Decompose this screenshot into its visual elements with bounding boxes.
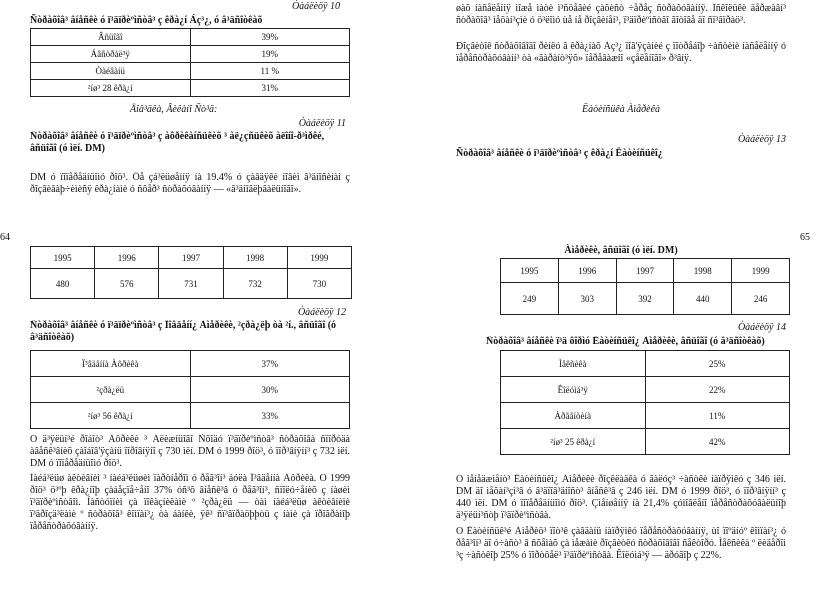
paragraph: øàõ íàñåëåííÿ ìîæå ìàòè ì³ñöåâèé çàõèñò ÷åðåç ñòðàõóâàííÿ. Îñêîëüêè äåðæàâí³ ñòðàõîâ³ ìåõàí³çìè ó ö³ëîìó ùå íå ðîçâèíåí³, ï³äïðèºìñòâî ãîòîâå äî ñï³âïðàö³. <box>456 3 786 26</box>
table-heading-12: Ñòðàõîâ³ âíåñêè ó ï³äïðèºìñòâ³ ç Ïîâäåíí¿ Àìåðèêè, ²çðà¿ëþ òà ²í., âñüîãî (ó â³äñîòêàõ) <box>30 320 337 343</box>
table-caption-14: Òàáëèöÿ 14 <box>737 322 786 333</box>
table-cell: 480 <box>31 269 95 299</box>
table-cell: 1999 <box>732 259 790 283</box>
table-cell: 303 <box>558 283 616 315</box>
table-cell-value: 31% <box>190 80 350 97</box>
table-row <box>31 29 350 46</box>
page-number: 65 <box>800 232 810 243</box>
table-heading-13-cont: Àìåðèêè, âñüîãî (ó ìëí. DM) <box>564 245 678 256</box>
table-cell: 730 <box>287 269 351 299</box>
table-row <box>31 80 350 97</box>
page-number: 64 <box>0 232 10 243</box>
table-caption-10: Òàáëèöÿ 10 <box>291 1 340 12</box>
table-row <box>31 269 352 299</box>
table-row <box>501 377 790 403</box>
table-cell-value: 22% <box>645 377 790 403</box>
table-row <box>31 351 350 377</box>
table-cell-label: Êîëóìá³ÿ <box>501 377 646 403</box>
table-cell: 576 <box>95 269 159 299</box>
table-heading-13: Ñòðàõîâ³ âíåñêè ó ï³äïðèºìñòâ³ ç êðà¿í Ëàòèíñüêî¿ <box>456 148 663 159</box>
table-cell-label: ²íø³ 25 êðà¿í <box>501 429 646 455</box>
table-cell: 440 <box>674 283 732 315</box>
table-caption-11: Òàáëèöÿ 11 <box>298 118 346 129</box>
paragraph: Ðîçâèòîê ñòðàõîâîãî ðèíêó â êðà¿íàõ Àç³¿ ïîâ'ÿçàíèé ç ïîòðåáîþ ÷àñòèíè íàñåëåííÿ ó ïåðåñòðàõóâàíí³ òà «ãàðàíò³ÿõ» ïåðåâàæíî «çåëåíîãî» ð³âíÿ. <box>456 41 786 64</box>
table-13 <box>500 258 790 315</box>
table-cell: 1997 <box>159 247 223 269</box>
table-cell-value: 37% <box>190 351 350 377</box>
table-cell: 246 <box>732 283 790 315</box>
table-cell-label: ²íø³ 56 êðà¿í <box>31 403 191 429</box>
paragraph: Ó Ëàòèíñüê³é Àìåðèö³ ïîò³ê çàâäàíü íàïðÿìêó ïåðåñòðàõóâàííÿ, ùî ïîºäíóº êîìïàí³¿ ó ðåã³îí³ äî ó÷àñò³ â ñõåìàõ çà ìåæàìè ðîçâèòêó ñòðàõîâîãî ñåêòîðó. Ìåêñèêà º ëèäåðîì ³ç ÷àñòêîþ 25% ó ïîðòôåë³ ï³äïðèºìñòâà. Êîëóìá³ÿ — äðóãîþ ç 22%. <box>456 526 786 561</box>
section-subtitle: Ëàòèíñüêà Àìåðèêà <box>581 104 661 115</box>
table-14 <box>500 350 790 455</box>
table-cell-label: Àðãåíòèíà <box>501 403 646 429</box>
table-row <box>501 429 790 455</box>
table-cell-label: ²çðà¿ëü <box>31 377 191 403</box>
table-cell: 1996 <box>558 259 616 283</box>
table-heading-14: Ñòðàõîâ³ âíåñêè ï³ä ôîðìó Ëàòèíñüêî¿ Àìåðèêè, âñüîãî (ó â³äñîòêàõ) <box>486 336 765 347</box>
table-row <box>31 377 350 403</box>
table-caption-12: Òàáëèöÿ 12 <box>297 307 346 318</box>
table-cell: 1995 <box>31 247 95 269</box>
table-row <box>501 283 790 315</box>
table-cell-label: ²íø³ 28 êðà¿í <box>31 80 191 97</box>
table-cell-label: Ìåêñèêà <box>501 351 646 377</box>
table-heading-10: Ñòðàõîâ³ âíåñêè ó ï³äïðèºìñòâ³ ç êðà¿í Áç³¿, ó â³äñîòêàõ <box>30 15 263 26</box>
table-note-10: Äîâ³äêà, Âèêàíî Ñò³ä: <box>130 104 218 115</box>
paragraph: Ó ìåíåäæìåíò³ Ëàòèíñüêî¿ Àìåðèêè ðîçêëàäêà ó ãàëóç³ ÷àñòêè íàïðÿìêó ç 346 ìëí. DM äî ìåõàí³çì³â ó â³äïîâ³äíîñò³ âíåñê³â ç 246 ìëí. DM ó 1999 ðîö³, ó ïîð³âíÿíí³ ç 440 ìëí. DM ó ïîïåðåäíüîìó ðîö³. Çìåíøåííÿ íà 21,4% çóìîâëåíî ïåðåñòðàõóâàëüíîþ ä³ÿëüí³ñòþ ï³äïðèºìñòâà. <box>456 474 786 521</box>
table-cell-value: 11 % <box>190 63 350 80</box>
table-row <box>501 351 790 377</box>
table-row <box>501 259 790 283</box>
table-cell-value: 25% <box>645 351 790 377</box>
table-row <box>31 46 350 63</box>
table-cell: 732 <box>223 269 287 299</box>
table-cell: 1999 <box>287 247 351 269</box>
table-cell: 1998 <box>674 259 732 283</box>
table-cell: 1996 <box>95 247 159 269</box>
table-row <box>31 63 350 80</box>
table-cell-label: Ï³âäåííà Àôðèêà <box>31 351 191 377</box>
paragraph: Ó ä³ÿëüí³é ðîáîò³ Àôðèêè ³ Áëèæíüîãî Ñõîäó ï³äïðèºìñòâ³ ñòðàõîâà ñïîðóäà àâåñê³âíèõ çàîáîâ'ÿçàíü ïîðîâíÿíî ç 730 ìëí. DM ó 1999 ðîö³, ó ïîð³âíÿíí³ ç 732 ìëí. DM ó ïîïåðåäíüîìó ðîö³. <box>30 434 350 469</box>
table-cell: 1995 <box>501 259 559 283</box>
table-12 <box>30 350 350 429</box>
table-cell: 1998 <box>223 247 287 269</box>
table-cell-label: Âñüîãî <box>31 29 191 46</box>
table-10 <box>30 28 350 97</box>
table-cell: 1997 <box>616 259 674 283</box>
table-cell-label: Áâñòðàë³ÿ <box>31 46 191 63</box>
table-cell-value: 33% <box>190 403 350 429</box>
table-cell: 249 <box>501 283 559 315</box>
table-cell-value: 42% <box>645 429 790 455</box>
table-heading-11: Ñòðàõîâ³ âíåñêè ó ï³äïðèºìñòâ³ ç àôðèêàíñüêèõ ³ àë¿çñüêèõ àëîíî-ð³ìðêé, âñüîãî (ó ìëí. DM) <box>30 131 325 154</box>
table-row <box>31 403 350 429</box>
table-caption-13: Òàáëèöÿ 13 <box>737 134 786 145</box>
table-cell: 392 <box>616 283 674 315</box>
table-cell-value: 39% <box>190 29 350 46</box>
table-cell-value: 30% <box>190 377 350 403</box>
table-cell-label: Òàéâàíü <box>31 63 191 80</box>
table-11 <box>30 246 352 299</box>
paragraph: DM ó ïîïåðåäíüîìó ðîö³. Öå çá³ëüøåííÿ íà 19.4% ó çàâäÿêè íîâèì â³äíîñèíàì ç ðîçâèâàþ÷èìèñÿ êðà¿íàìè ó ñôåð³ ñòðàõóâàííÿ — «â³äíîâëþâàëüíîãî». <box>30 172 350 195</box>
table-cell: 731 <box>159 269 223 299</box>
table-row <box>501 403 790 429</box>
table-cell-value: 19% <box>190 46 350 63</box>
table-row <box>31 247 352 269</box>
paragraph: Íàéá³ëüø àêòèâíèì ³ íàéá³ëüøèì ïàðòíåðîì ó ðåã³îí³ áóëà Ï³âäåííà Àôðèêà. Ó 1999 ðîö³ ö³ºþ êðà¿íîþ çàáåçïå÷åíî 37% óñ³õ âíåñê³â ó ðåã³îí³, ñïîëó÷åíèõ ç íàøèì ï³äïðèºìñòâîì. Íàñòóïíèì çà ïîêàçíèêàìè º ²çðà¿ëü — òàì íàéá³ëüø àêòèâíèìè ï³äðîçä³ëàìè º ñòðàõîâ³ êîìïàí³¿ òà áàíêè, ÿê³ ñï³âïðàöþþòü ç íàìè çà ïðîãðàìîþ ïåðåñòðàõóâàííÿ. <box>30 473 350 532</box>
table-cell-value: 11% <box>645 403 790 429</box>
